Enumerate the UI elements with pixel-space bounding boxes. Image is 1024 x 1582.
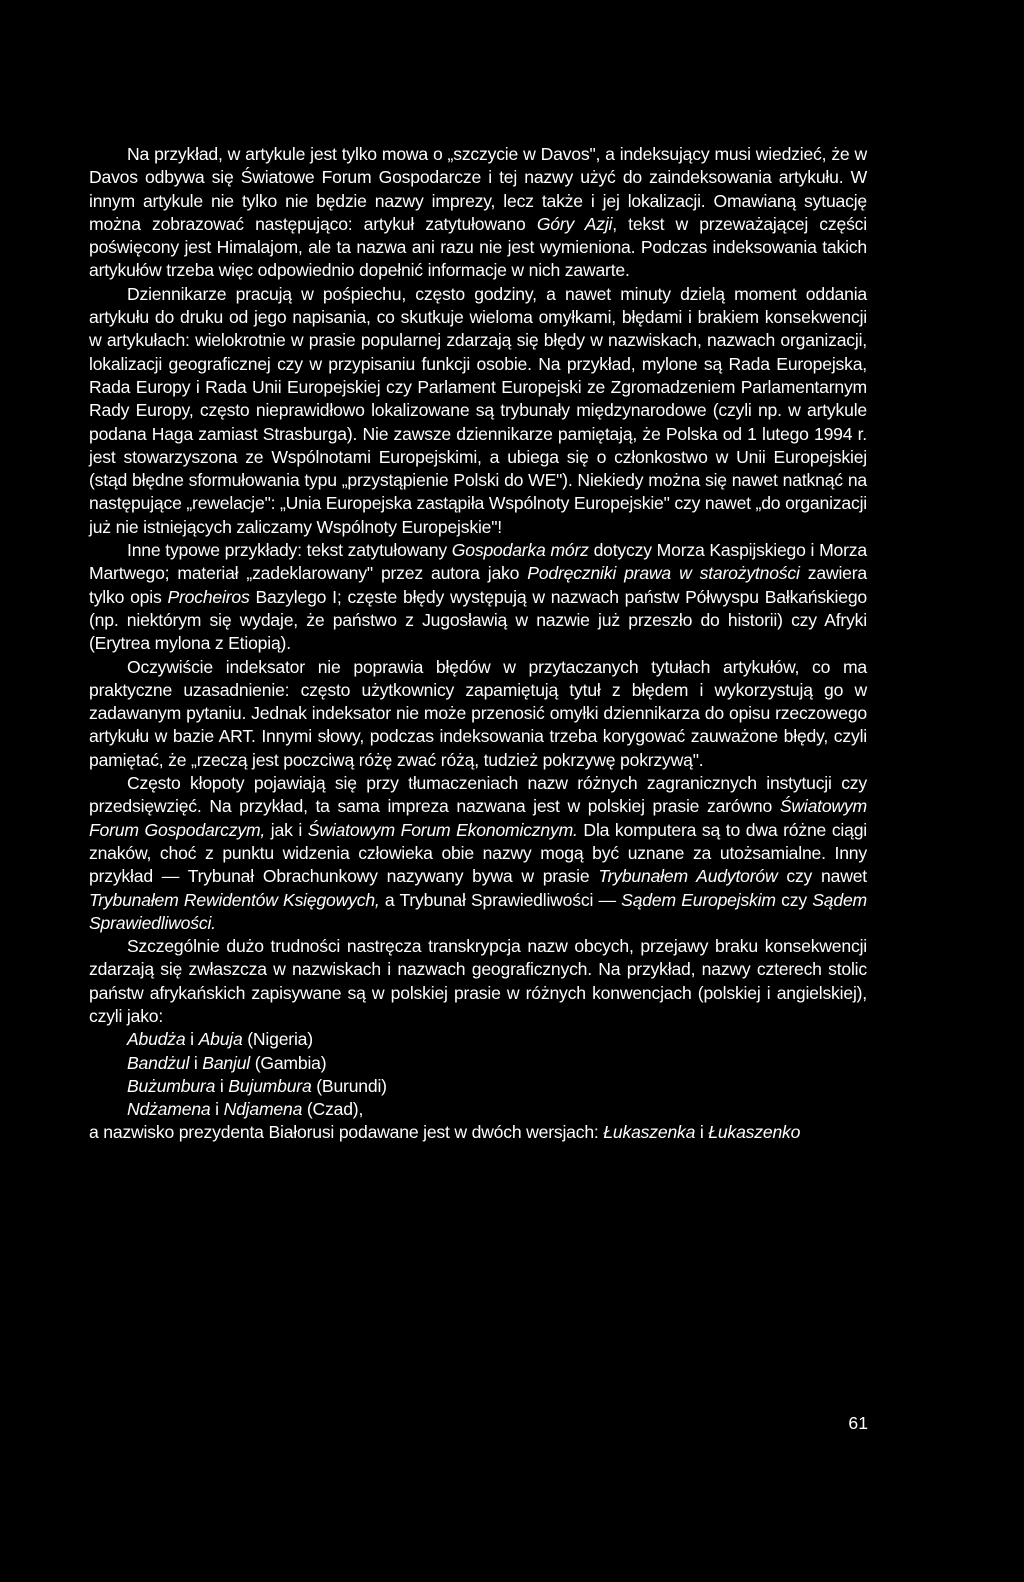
text-run: Dla komputera są to dwa różne ciągi znaków, choć z punktu widzenia człowieka obie nazwy mogą być uznane za utożsamialne. Inny przykład — Trybunał Obrachunkowy nazywany bywa w prasie [89, 819, 868, 887]
list-item [89, 1075, 867, 1098]
paragraph-2 [89, 283, 867, 539]
italic-run: Trybunałem Audytorów [598, 866, 778, 887]
paragraph-3 [89, 539, 867, 655]
text-run: a nazwisko prezydenta Białorusi podawane jest w dwóch wersjach: [89, 1122, 604, 1143]
text-run: (Burundi) [311, 1075, 387, 1096]
text-run: i [189, 1052, 203, 1073]
page-number: 61 [848, 1413, 868, 1433]
text-run: Inne typowe przykłady: tekst zatytułowany [127, 540, 452, 561]
text-run: zawiera tylko opis [89, 563, 867, 607]
paragraph-4 [89, 656, 867, 772]
italic-run: Sądem Sprawiedliwości. [89, 889, 867, 933]
italic-run: Abudża [127, 1029, 186, 1050]
paragraph-5 [89, 772, 867, 935]
italic-run: Ndjamena [223, 1099, 303, 1120]
paragraph-7 [89, 1121, 867, 1144]
italic-run: Ndżamena [127, 1099, 211, 1120]
list-item [89, 1052, 867, 1075]
italic-run: Góry Azji [536, 213, 613, 234]
text-run: Oczywiście indeksator nie poprawia błędów w przytaczanych tytułach artykułów, co ma praktyczne uzasadnienie: często użytkownicy zapamiętują tytuł z błędem i wykorzystują go w zadawanym pytaniu. Jednak indeksator nie może przenosić omyłki dziennikarza do opisu rzeczowego artykułu w bazie ART. Innymi słowy, podczas indeksowania trzeba korygować zauważone błędy, czyli pamiętać, że „rzeczą jest poczciwą różę zwać różą, tudzież pokrzywę pokrzywą". [89, 656, 867, 770]
italic-run: Gospodarka mórz [451, 540, 589, 561]
text-run: Dziennikarze pracują w pośpiechu, często godziny, a nawet minuty dzielą moment oddania artykułu do druku od jego napisania, co skutkuje wieloma omyłkami, błędami i brakiem konsekwencji w artykułach: wielokrotnie w prasie popularnej zdarzają się błędy w nazwiskach, nazwach organizacji, lokalizacji geograficznej czy w przypisaniu funkcji osobie. Na przykład, mylone są Rada Europejska, Rada Europy i Rada Unii Europejskiej czy Parlament Europejski ze Zgromadzeniem Parlamentarnym Rady Europy, często nieprawidłowo lokalizowane są trybunały międzynarodowe (czyli np. w artykule podana Haga zamiast Strasburga). Nie zawsze dziennikarze pamiętają, że Polska od 1 lutego 1994 r. jest stowarzyszona ze Wspólnotami Europejskimi, a ubiega się o członkostwo w Unii Europejskiej (stąd błędne sformułowania typu „przystąpienie Polski do WE"). Niekiedy można się nawet natknąć na następujące „rewelacje": „Unia Europejska zastąpiła Wspólnoty Europejskie" czy nawet „do organizacji już nie istniejących zaliczamy Wspólnoty Europejskie"! [89, 283, 867, 537]
text-run: dotyczy Morza Kaspijskiego i Morza Martwego; materiał „zadeklarowany" przez autora jako [89, 540, 867, 584]
italic-run: Sądem Europejskim [621, 889, 776, 910]
text-run: i [185, 1029, 199, 1050]
text-run: czy nawet [777, 866, 867, 887]
italic-run: Światowym Forum Gospodarczym, [89, 796, 867, 840]
paragraph-6 [89, 935, 867, 1028]
text-run: Szczególnie dużo trudności nastręcza transkrypcja nazw obcych, przejawy braku konsekwencji zdarzają się zwłaszcza w nazwiskach i nazwach geograficznych. Na przykład, nazwy czterech stolic państw afrykańskich zapisywane są w polskiej prasie w różnych konwencjach (polskiej i angielskiej), czyli jako: [89, 936, 867, 1026]
italic-run: Abuja [198, 1029, 243, 1050]
text-run: Bazylego I; częste błędy występują w nazwach państw Półwyspu Bałkańskiego (np. niektórym się wydaje, że państwo z Jugosławią w nazwie już przeszło do historii) czy Afryki (Erytrea mylona z Etiopią). [89, 586, 867, 654]
list-item [89, 1098, 867, 1121]
italic-run: Procheiros [167, 586, 250, 607]
text-run: , tekst w przeważającej części poświęcony jest Himalajom, ale ta nazwa ani razu nie jest wymieniona. Podczas indeksowania takich artykułów trzeba więc odpowiednio dopełnić informacje w nich zawarte. [89, 213, 867, 281]
italic-run: Bandżul [127, 1052, 190, 1073]
text-run: jak i [265, 819, 308, 840]
paragraph-1 [89, 143, 867, 283]
body-text [89, 143, 867, 1145]
list-item [89, 1028, 867, 1051]
italic-run: Światowym Forum Ekonomicznym. [307, 819, 578, 840]
italic-run: Bujumbura [228, 1075, 312, 1096]
text-run: czy [775, 889, 813, 910]
italic-run: Podręczniki prawa w starożytności [527, 563, 800, 584]
text-run: i [695, 1122, 709, 1143]
text-run: i [215, 1075, 229, 1096]
italic-run: Trybunałem Rewidentów Księgowych, [89, 889, 380, 910]
italic-run: Łukaszenka [603, 1122, 696, 1143]
text-run: (Nigeria) [242, 1029, 313, 1050]
text-run: Na przykład, w artykule jest tylko mowa o „szczycie w Davos", a indeksujący musi wiedzieć, że w Davos odbywa się Światowe Forum Gospodarcze i tej nazwy użyć do zaindeksowania artykułu. W innym artykule nie tylko nie będzie nazwy imprezy, lecz także i jej lokalizacji. Omawianą sytuację można zobrazować następująco: artykuł zatytułowano [89, 144, 867, 234]
text-run: a Trybunał Sprawiedliwości — [379, 889, 622, 910]
italic-run: Banjul [202, 1052, 250, 1073]
text-run: Często kłopoty pojawiają się przy tłumaczeniach nazw różnych zagranicznych instytucji czy przedsięwzięć. Na przykład, ta sama impreza nazwana jest w polskiej prasie zarówno [89, 773, 867, 817]
italic-run: Łukaszenko [708, 1122, 801, 1143]
text-run: (Gambia) [250, 1052, 327, 1073]
italic-run: Bużumbura [127, 1075, 216, 1096]
text-run: i [210, 1099, 224, 1120]
text-run: (Czad), [302, 1099, 364, 1120]
